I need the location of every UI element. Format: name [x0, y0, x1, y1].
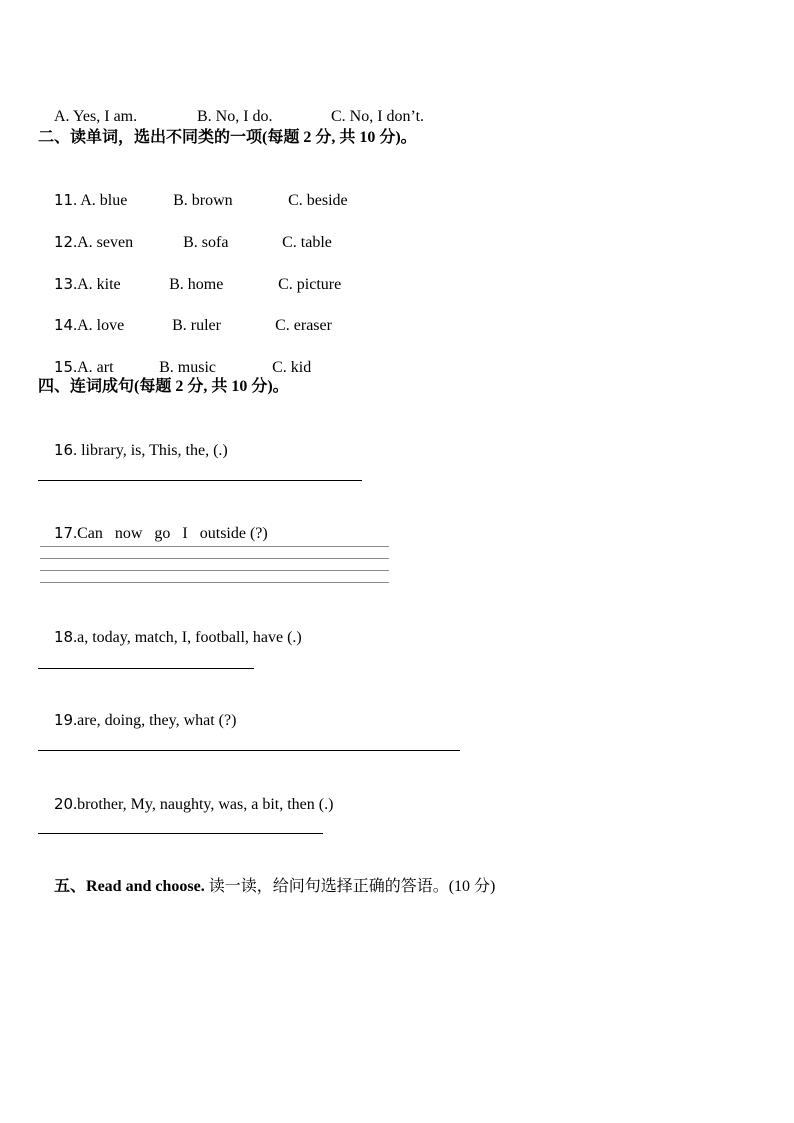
question-text: . library, is, This, the, (.) — [73, 442, 228, 459]
option-b: B. music — [159, 359, 216, 376]
answer-line-18 — [38, 668, 254, 669]
option-c: C. table — [282, 234, 332, 251]
question-number: 18 — [54, 628, 74, 646]
question-number: 11 — [54, 191, 74, 209]
option-b: B. ruler — [172, 317, 221, 334]
option-b: B. sofa — [183, 234, 229, 251]
question-number: 15 — [54, 358, 74, 376]
question-18 — [38, 607, 302, 668]
question-number: 13 — [54, 275, 74, 293]
option-c: C. kid — [272, 359, 312, 376]
option-a: .A. art — [73, 359, 114, 376]
section4-title: 四、连词成句(每题 2 分, 共 10 分)。 — [38, 378, 289, 395]
writing-line — [40, 570, 389, 571]
question-19 — [38, 690, 236, 751]
option-c: C. eraser — [275, 317, 332, 334]
section5-instruction: 读一读，给问句选择正确的答语。(10 分) — [204, 878, 496, 895]
writing-line — [40, 582, 389, 583]
section5-english: Read and choose. — [86, 878, 205, 895]
question-17 — [38, 503, 268, 564]
question-number: 14 — [54, 316, 74, 334]
q10-option-a: A. Yes, I am. — [54, 108, 138, 125]
question-text: .a, today, match, I, football, have (.) — [73, 629, 302, 646]
question-number: 12 — [54, 233, 74, 251]
question-number: 16 — [54, 441, 74, 459]
question-number: 20 — [54, 795, 74, 813]
question-text: .are, doing, they, what (?) — [73, 712, 237, 729]
option-a: . A. blue — [73, 192, 128, 209]
option-a: .A. kite — [73, 276, 121, 293]
question-number: 17 — [54, 524, 74, 542]
answer-line-19 — [38, 750, 460, 751]
option-c: C. beside — [288, 192, 348, 209]
question-20 — [38, 774, 333, 835]
question-text: .Can now go I outside (?) — [73, 525, 268, 542]
q10-option-c: C. No, I don’t. — [331, 108, 425, 125]
answer-line-16 — [38, 480, 362, 481]
writing-line — [40, 558, 389, 559]
writing-line — [40, 546, 389, 547]
section2-title: 二、读单词，选出不同类的一项(每题 2 分, 共 10 分)。 — [38, 129, 417, 146]
option-c: C. picture — [278, 276, 342, 293]
option-a: .A. love — [73, 317, 125, 334]
question-number: 19 — [54, 711, 74, 729]
q10-option-b: B. No, I do. — [197, 108, 273, 125]
option-a: .A. seven — [73, 234, 134, 251]
section5-prefix: 五、 — [54, 878, 87, 895]
section5-title — [38, 857, 495, 917]
question-16 — [38, 420, 228, 481]
question-text: .brother, My, naughty, was, a bit, then (.) — [73, 796, 334, 813]
option-b: B. brown — [173, 192, 233, 209]
answer-line-20 — [38, 833, 323, 834]
option-b: B. home — [169, 276, 224, 293]
